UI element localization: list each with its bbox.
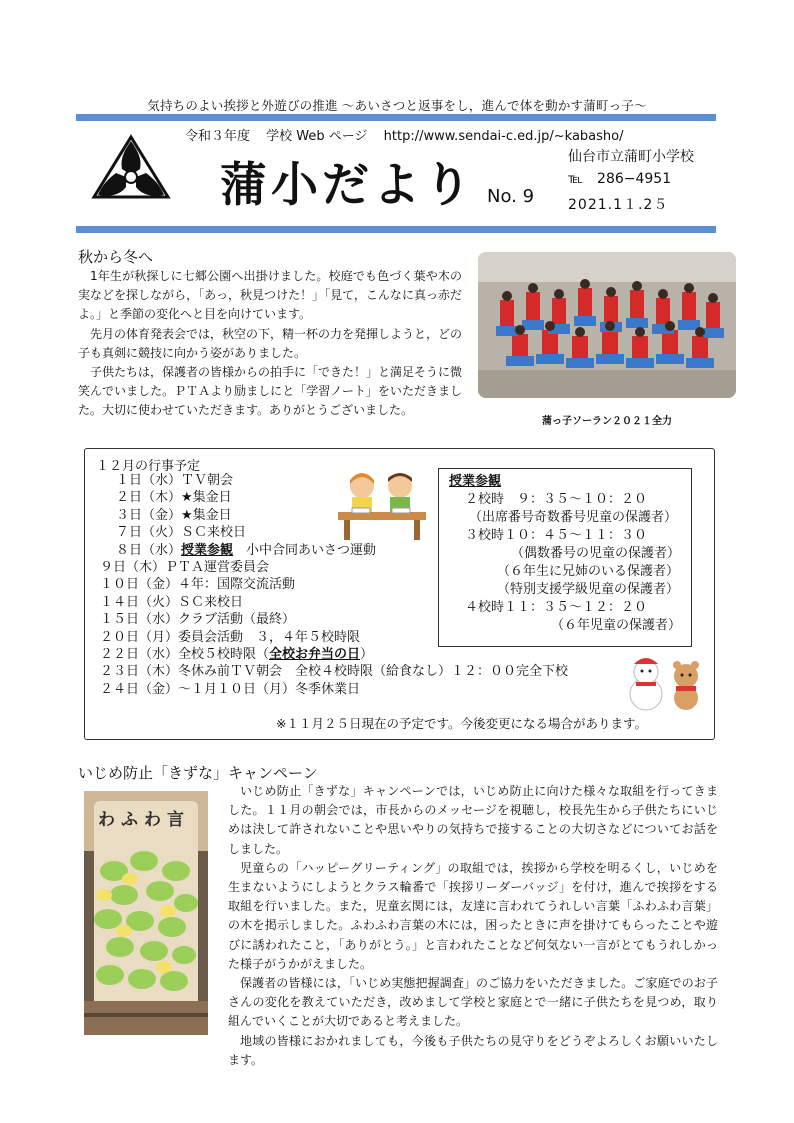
newsletter-title: 蒲小だより [220, 158, 475, 213]
event-item: ３日（金）★集金日 [116, 507, 232, 523]
section1-paragraph: 先月の体育発表会では，秋空の下，精一杯の力を発揮しようと，どの子も真剣に競技に向かう姿がありました。 [78, 326, 463, 360]
section2-heading: いじめ防止「きずな」キャンペーン [78, 764, 318, 782]
open-class-line: （６年児童の保護者） [551, 618, 682, 633]
school-emblem-icon [90, 133, 172, 215]
events-title: １２月の行事予定 [96, 459, 201, 474]
students-studying-illustration [332, 470, 432, 540]
event-item: １日（水）ＴＶ朝会 [116, 473, 234, 488]
open-class-line: （６年生に兄姉のいる保護者） [497, 564, 680, 579]
event-item: １５日（水）クラブ活動（最終） [100, 612, 296, 628]
school-year: 令和３年度 [185, 129, 251, 144]
school-info [568, 146, 694, 216]
event-item: ８日（水）授業参観 小中合同あいさつ運動 [116, 542, 377, 558]
event-item: １０日（金）４年：国際交流活動 [100, 577, 296, 593]
event-item: ９日（木）ＰＴＡ運営委員会 [100, 560, 270, 576]
section2-paragraph: 地域の皆様におかれましても，今後も子供たちの見守りをどうぞよろしくお願いいたします。 [228, 1033, 718, 1067]
open-class-line: （出席番号奇数番号児童の保護者） [469, 510, 678, 525]
section1-paragraph: 子供たちは，保護者の皆様からの拍手に「できた！」と満足そうに微笑んでいました。ＰＴＡより励ましにと「学習ノート」をいただきました。大切に使わせていただきます。ありがとうございました。 [78, 365, 463, 418]
slogan: 気持ちのよい挨拶と外遊びの推進 〜あいさつと返事をし，進んで体を動かす蒲町っ子〜 [147, 98, 647, 113]
school-tel: ℡ 286−4951 [568, 171, 672, 187]
event-item: ２４日（金）〜１月１０日（月）冬季休業日 [100, 681, 361, 697]
poster-text: わふわ言 [98, 810, 190, 830]
issue-date: 2021.1１.2５ [568, 197, 669, 213]
fuwafuwa-tree-photo [84, 791, 208, 1035]
section1-paragraph: 1年生が秋探しに七郷公園へ出掛けました。校庭でも色づく葉や木の実などを探しながら，「あっ，秋見つけた！」「見て，こんなに真っ赤だよ。」と季節の変化へと目を向けています。 [78, 269, 462, 322]
open-class-line: ４校時１１：３５〜１２：２０ [465, 600, 648, 615]
event-item: ７日（火）ＳＣ来校日 [116, 525, 247, 541]
soran-dance-photo [478, 252, 736, 398]
issue-number: No. 9 [487, 186, 535, 207]
event-item: ２０日（月）委員会活動 ３，４年５校時限 [100, 629, 361, 645]
section1-heading: 秋から冬へ [78, 248, 154, 266]
events-note: ※１１月２５日現在の予定です。今後変更になる場合があります。 [276, 716, 647, 731]
school-name: 仙台市立蒲町小学校 [568, 149, 694, 165]
open-class-line: ３校時１０：４５〜１１：３０ [465, 528, 648, 543]
school-url-link[interactable]: http://www.sendai-c.ed.jp/~kabasho/ [383, 129, 624, 144]
open-class-title: 授業参観 [449, 474, 502, 489]
event-item: ２日（木）★集金日 [116, 490, 232, 506]
web-info [185, 125, 635, 144]
section2-body [228, 782, 718, 1070]
web-label: 学校 Web ページ [266, 129, 368, 144]
section2-paragraph: 保護者の皆様には，「いじめ実態把握調査」のご協力をいただきました。ご家庭でのお子さんの変化を教えていただき，改めまして学校と家庭とで一緒に子供たちを見つめ，取り組んでいくことが大切であると考えました。 [228, 976, 718, 1029]
open-class-line: ２校時 ９：３５〜１０：２０ [465, 492, 648, 507]
event-item: １４日（火）ＳＣ来校日 [100, 594, 244, 610]
header-rule-top [76, 114, 716, 121]
snowman-bear-illustration [620, 652, 710, 712]
open-class-box [438, 468, 692, 647]
section2-paragraph: いじめ防止「きずな」キャンペーンでは，いじめ防止に向けた様々な取組を行ってきました。１１月の朝会では，市長からのメッセージを視聴し，校長先生から子供たちにいじめは決して許されないことや思いやりの気持ちで接することの大切さなどについてお話をしました。 [228, 784, 718, 856]
header-rule-bottom [76, 226, 716, 233]
open-class-line: （特別支援学級児童の保護者） [497, 582, 680, 597]
event-item: ２３日（木）冬休み前ＴＶ朝会 全校４校時限（給食なし）１２：００完全下校 [100, 664, 569, 680]
section2-paragraph: 児童らの「ハッピーグリーティング」の取組では，挨拶から学校を明るくし，いじめを生まないようにしようとクラス輪番で「挨拶リーダーバッジ」を付け，進んで挨拶をする取組を行いました。また，児童玄関には，友達に言われてうれしい言葉「ふわふわ言葉」の木を掲示しました。ふわふわ言葉の木には，困ったときに声を掛けてもらったことや遊びに誘われたこと，「ありがとう。」と言われたことなど何気ない一言がとてもうれしかった様子がうかがえました。 [228, 860, 718, 971]
open-class-line: （偶数番号の児童の保護者） [511, 546, 681, 561]
event-item: ２２日（水）全校５校時限（全校お弁当の日） [100, 647, 374, 663]
section1-body [78, 267, 462, 421]
photo-caption: 蒲っ子ソーラン２０２１全力 [542, 416, 672, 427]
